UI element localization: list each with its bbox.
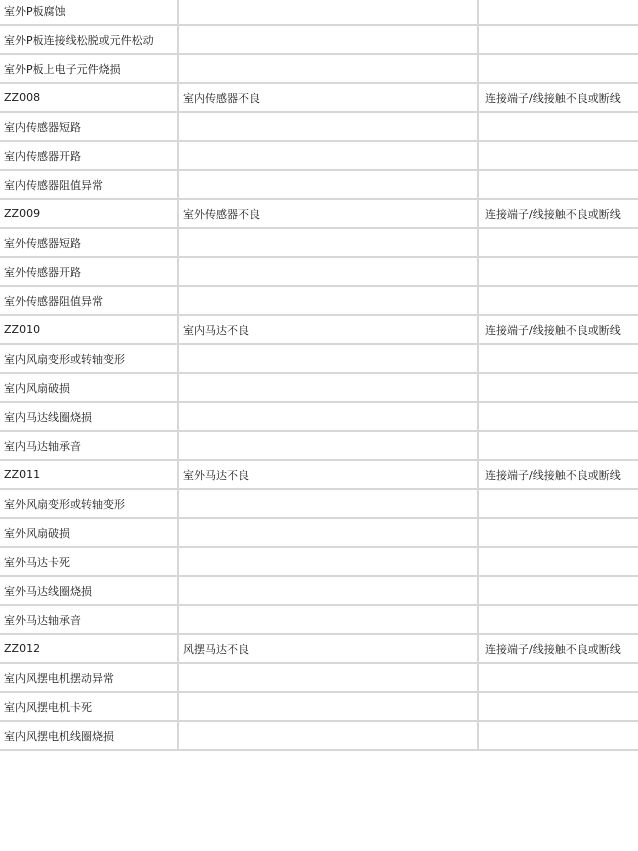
- code-or-cause-cell: 室内风扇破损: [0, 373, 178, 402]
- fault-name-cell: 风摆马达不良: [178, 634, 478, 663]
- fault-name-cell: [178, 547, 478, 576]
- fault-name-cell: 室外传感器不良: [178, 199, 478, 228]
- detail-cause-cell: [478, 721, 638, 750]
- fault-name-cell: 室内马达不良: [178, 315, 478, 344]
- fault-name-cell: 室外马达不良: [178, 460, 478, 489]
- table-row: [0, 431, 638, 460]
- fault-name-cell: [178, 721, 478, 750]
- fault-name-cell: [178, 692, 478, 721]
- code-or-cause-cell: ZZ008: [0, 83, 178, 112]
- fault-name-cell: [178, 576, 478, 605]
- detail-cause-cell: [478, 112, 638, 141]
- detail-cause-cell: 连接端子/线接触不良或断线: [478, 83, 638, 112]
- table-row: [0, 692, 638, 721]
- fault-name-cell: [178, 663, 478, 692]
- code-or-cause-cell: 室外马达线圈烧损: [0, 576, 178, 605]
- fault-name-cell: [178, 228, 478, 257]
- detail-cause-cell: [478, 170, 638, 199]
- code-or-cause-cell: 室外P板上电子元件烧损: [0, 54, 178, 83]
- table-row: [0, 489, 638, 518]
- code-or-cause-cell: 室外风扇变形或转轴变形: [0, 489, 178, 518]
- fault-name-cell: [178, 170, 478, 199]
- table-row: [0, 0, 638, 25]
- detail-cause-cell: [478, 547, 638, 576]
- fault-name-cell: [178, 518, 478, 547]
- fault-name-cell: [178, 0, 478, 25]
- table-row: [0, 547, 638, 576]
- code-or-cause-cell: 室外风扇破损: [0, 518, 178, 547]
- detail-cause-cell: [478, 692, 638, 721]
- table-row: [0, 576, 638, 605]
- code-or-cause-cell: 室内传感器开路: [0, 141, 178, 170]
- code-or-cause-cell: 室外马达轴承音: [0, 605, 178, 634]
- table-row: [0, 721, 638, 750]
- code-or-cause-cell: 室内马达轴承音: [0, 431, 178, 460]
- fault-name-cell: [178, 112, 478, 141]
- detail-cause-cell: 连接端子/线接触不良或断线: [478, 460, 638, 489]
- code-or-cause-cell: 室内风摆电机卡死: [0, 692, 178, 721]
- table-row: [0, 112, 638, 141]
- table-row: [0, 634, 638, 663]
- detail-cause-cell: [478, 286, 638, 315]
- detail-cause-cell: [478, 605, 638, 634]
- detail-cause-cell: [478, 25, 638, 54]
- detail-cause-cell: 连接端子/线接触不良或断线: [478, 634, 638, 663]
- fault-name-cell: [178, 54, 478, 83]
- code-or-cause-cell: 室内风摆电机摆动异常: [0, 663, 178, 692]
- code-or-cause-cell: 室内传感器短路: [0, 112, 178, 141]
- fault-name-cell: [178, 373, 478, 402]
- table-row: [0, 315, 638, 344]
- table-row: [0, 25, 638, 54]
- table-row: [0, 460, 638, 489]
- fault-name-cell: [178, 344, 478, 373]
- code-or-cause-cell: 室外传感器短路: [0, 228, 178, 257]
- table-row: [0, 170, 638, 199]
- detail-cause-cell: 连接端子/线接触不良或断线: [478, 199, 638, 228]
- detail-cause-cell: [478, 431, 638, 460]
- table-row: [0, 286, 638, 315]
- detail-cause-cell: [478, 0, 638, 25]
- fault-name-cell: [178, 25, 478, 54]
- table-row: [0, 663, 638, 692]
- fault-name-cell: [178, 402, 478, 431]
- fault-name-cell: [178, 257, 478, 286]
- table-row: [0, 83, 638, 112]
- code-or-cause-cell: ZZ012: [0, 634, 178, 663]
- detail-cause-cell: [478, 54, 638, 83]
- code-or-cause-cell: 室外传感器开路: [0, 257, 178, 286]
- table-row: [0, 141, 638, 170]
- table-row: [0, 199, 638, 228]
- code-or-cause-cell: 室外P板连接线松脱或元件松动: [0, 25, 178, 54]
- fault-name-cell: [178, 141, 478, 170]
- code-or-cause-cell: 室外马达卡死: [0, 547, 178, 576]
- table-row: [0, 228, 638, 257]
- detail-cause-cell: [478, 489, 638, 518]
- code-or-cause-cell: 室内传感器阻值异常: [0, 170, 178, 199]
- detail-cause-cell: [478, 402, 638, 431]
- fault-name-cell: [178, 489, 478, 518]
- code-or-cause-cell: ZZ011: [0, 460, 178, 489]
- detail-cause-cell: 连接端子/线接触不良或断线: [478, 315, 638, 344]
- code-or-cause-cell: ZZ009: [0, 199, 178, 228]
- code-or-cause-cell: 室内风摆电机线圈烧损: [0, 721, 178, 750]
- fault-name-cell: [178, 286, 478, 315]
- table-row: [0, 402, 638, 431]
- code-or-cause-cell: 室内马达线圈烧损: [0, 402, 178, 431]
- detail-cause-cell: [478, 228, 638, 257]
- table-row: [0, 518, 638, 547]
- code-or-cause-cell: 室内风扇变形或转轴变形: [0, 344, 178, 373]
- fault-name-cell: [178, 605, 478, 634]
- table-row: [0, 257, 638, 286]
- code-or-cause-cell: 室外P板腐蚀: [0, 0, 178, 25]
- fault-name-cell: 室内传感器不良: [178, 83, 478, 112]
- table-row: [0, 344, 638, 373]
- table-row: [0, 54, 638, 83]
- detail-cause-cell: [478, 257, 638, 286]
- table-row: [0, 373, 638, 402]
- code-or-cause-cell: ZZ010: [0, 315, 178, 344]
- detail-cause-cell: [478, 576, 638, 605]
- detail-cause-cell: [478, 663, 638, 692]
- detail-cause-cell: [478, 518, 638, 547]
- code-or-cause-cell: 室外传感器阻值异常: [0, 286, 178, 315]
- detail-cause-cell: [478, 344, 638, 373]
- fault-name-cell: [178, 431, 478, 460]
- detail-cause-cell: [478, 373, 638, 402]
- detail-cause-cell: [478, 141, 638, 170]
- table-row: [0, 605, 638, 634]
